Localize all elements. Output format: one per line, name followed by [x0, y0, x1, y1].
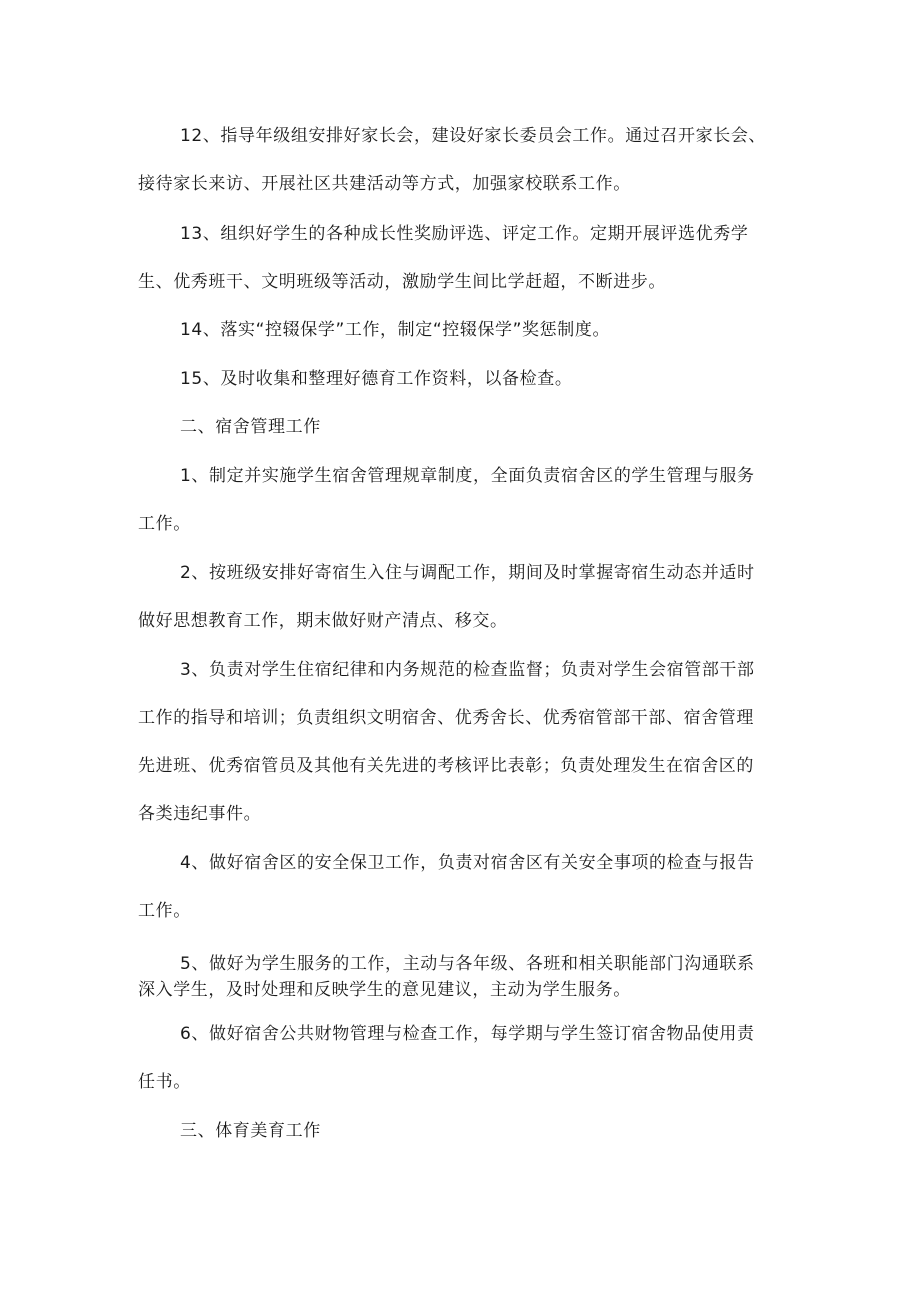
paragraph-13-line-2: 生、优秀班干、文明班级等活动，激励学生间比学赶超，不断进步。 — [138, 272, 666, 292]
section-heading-dormitory: 二、宿舍管理工作 — [180, 417, 321, 437]
dorm-item-3-line-2: 工作的指导和培训；负责组织文明宿舍、优秀舍长、优秀宿管部干部、宿舍管理 — [138, 708, 754, 728]
paragraph-14: 14、落实“控辍保学”工作，制定“控辍保学”奖惩制度。 — [180, 320, 611, 340]
dorm-item-2-line-2: 做好思想教育工作，期末做好财产清点、移交。 — [138, 611, 508, 631]
dorm-item-4-line-1: 4、做好宿舍区的安全保卫工作，负责对宿舍区有关安全事项的检查与报告 — [180, 853, 755, 873]
dorm-item-1-line-2: 工作。 — [138, 514, 191, 534]
dorm-item-1-line-1: 1、制定并实施学生宿舍管理规章制度，全面负责宿舍区的学生管理与服务 — [180, 466, 755, 486]
dorm-item-3-line-1: 3、负责对学生住宿纪律和内务规范的检查监督；负责对学生会宿管部干部 — [180, 660, 755, 680]
dorm-item-6-line-1: 6、做好宿舍公共财物管理与检查工作，每学期与学生签订宿舍物品使用责 — [180, 1024, 755, 1044]
section-heading-sports-arts: 三、体育美育工作 — [180, 1121, 321, 1141]
dorm-item-3-line-4: 各类违纪事件。 — [138, 804, 262, 824]
dorm-item-4-line-2: 工作。 — [138, 901, 191, 921]
dorm-item-2-line-1: 2、按班级安排好寄宿生入住与调配工作，期间及时掌握寄宿生动态并适时 — [180, 563, 755, 583]
paragraph-15: 15、及时收集和整理好德育工作资料，以备检查。 — [180, 369, 573, 389]
dorm-item-5-line-2: 深入学生，及时处理和反映学生的意见建议，主动为学生服务。 — [138, 980, 631, 1000]
paragraph-12-line-2: 接待家长来访、开展社区共建活动等方式，加强家校联系工作。 — [138, 174, 631, 194]
dorm-item-5-line-1: 5、做好为学生服务的工作，主动与各年级、各班和相关职能部门沟通联系 — [180, 954, 755, 974]
paragraph-12-line-1: 12、指导年级组安排好家长会，建设好家长委员会工作。通过召开家长会、 — [180, 126, 767, 146]
dorm-item-6-line-2: 任书。 — [138, 1072, 191, 1092]
dorm-item-3-line-3: 先进班、优秀宿管员及其他有关先进的考核评比表彰；负责处理发生在宿舍区的 — [138, 756, 754, 776]
paragraph-13-line-1: 13、组织好学生的各种成长性奖励评选、评定工作。定期开展评选优秀学 — [180, 224, 749, 244]
